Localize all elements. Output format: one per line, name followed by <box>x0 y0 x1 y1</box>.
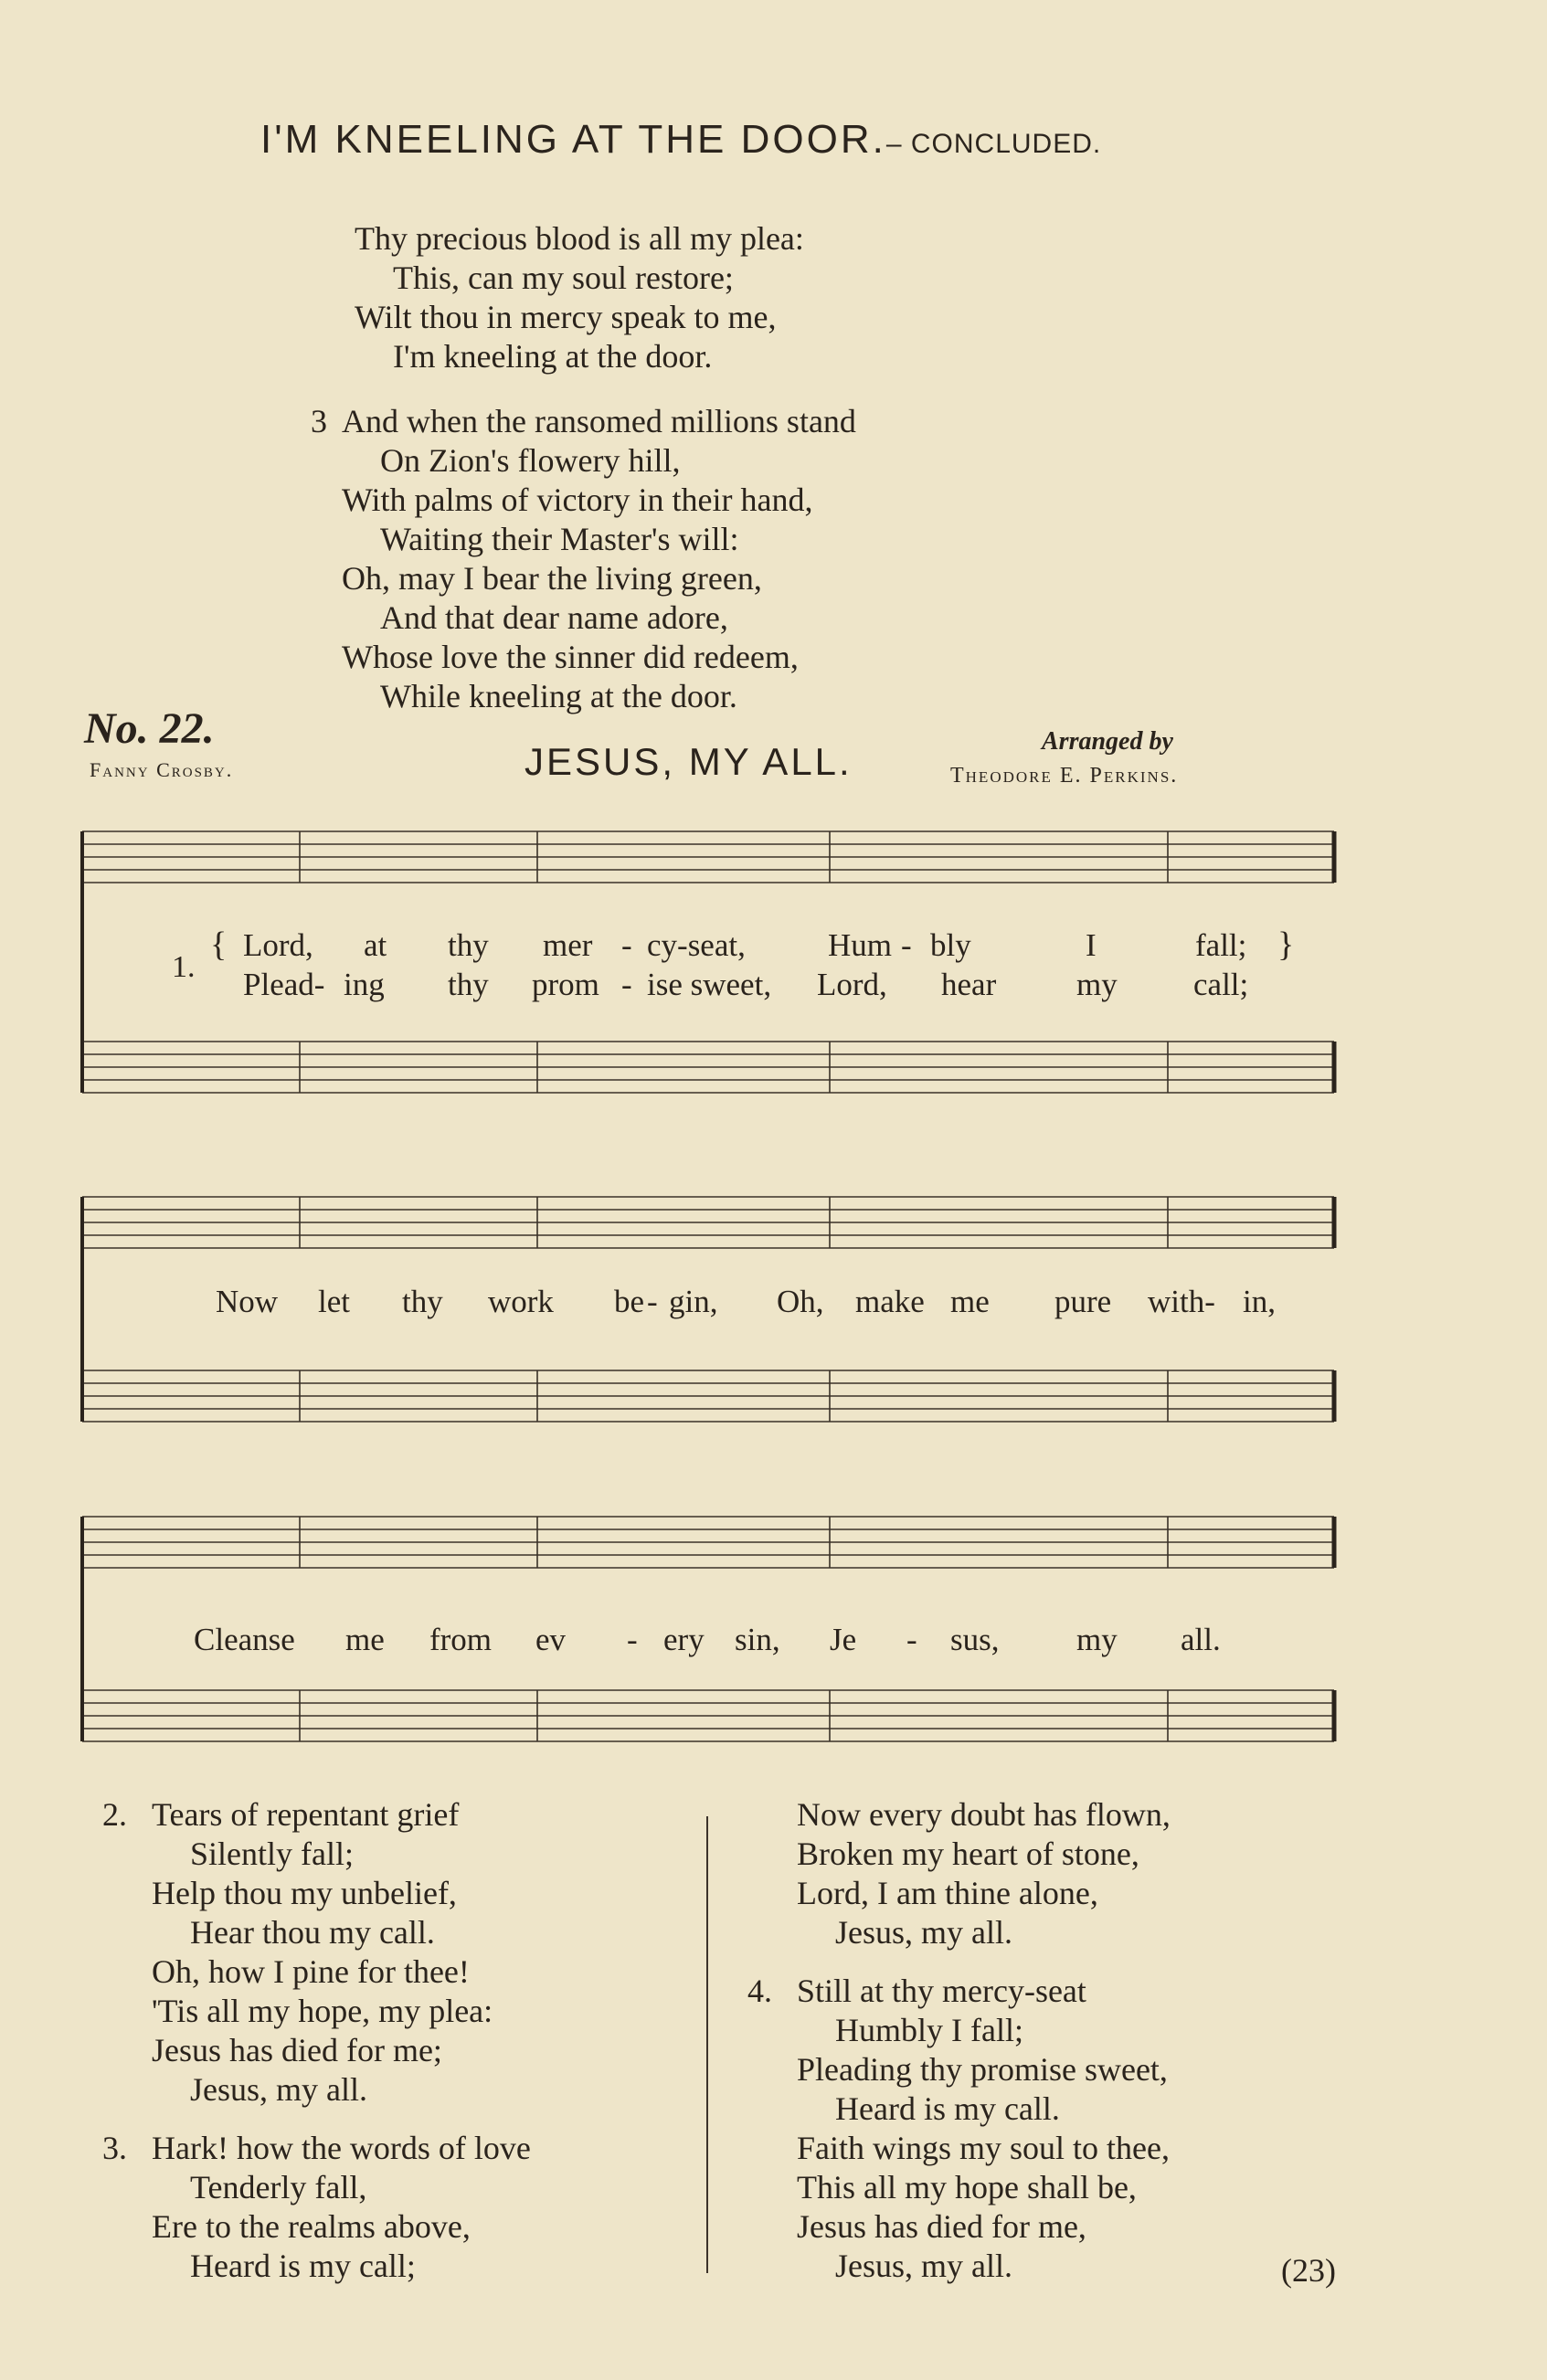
lyric-word: me <box>950 1284 990 1319</box>
verse-line: Jesus, my all. <box>835 1914 1012 1951</box>
lyric-word: Lord, <box>817 967 887 1002</box>
verse-line: Faith wings my soul to thee, <box>797 2130 1170 2166</box>
lyric-word: - <box>621 927 632 963</box>
header-title: I'M KNEELING AT THE DOOR. <box>260 117 886 162</box>
verse-line: This all my hope shall be, <box>797 2169 1137 2205</box>
verse-line: Lord, I am thine alone, <box>797 1875 1098 1911</box>
verse-line: While kneeling at the door. <box>380 678 737 714</box>
lyric-word: gin, <box>669 1284 718 1319</box>
column-divider <box>706 1816 708 2273</box>
lyric-word: Plead- <box>243 967 325 1002</box>
hymn-arranger: Theodore E. Perkins. <box>950 764 1179 788</box>
arranged-by-label: Arranged by <box>1042 727 1173 756</box>
lyric-word: - <box>906 1622 917 1657</box>
lyric-word: with- <box>1148 1284 1215 1319</box>
lyric-word: be <box>614 1284 645 1319</box>
verse-3-continued <box>797 1795 1171 1952</box>
lyric-word: sin, <box>735 1622 780 1657</box>
verse-line: Tenderly fall, <box>190 2169 367 2205</box>
verse-number: 3 <box>311 403 327 439</box>
verse-line: Now every doubt has flown, <box>797 1796 1171 1833</box>
lyric-word: my <box>1076 967 1118 1002</box>
verse-top <box>355 219 804 376</box>
lyric-word: Cleanse <box>194 1622 295 1657</box>
lyric-word: mer <box>543 927 593 963</box>
lyric-word: hear <box>941 967 997 1002</box>
verse-4 <box>747 1972 1170 2286</box>
verse-number: 3. <box>102 2130 127 2166</box>
lyric-word: prom <box>532 967 599 1002</box>
lyric-word: sus, <box>950 1622 1000 1657</box>
lyric-word: Oh, <box>777 1284 824 1319</box>
hymn-number: No. 22. <box>84 704 215 753</box>
music-system-3 <box>62 1498 1341 1772</box>
lyric-word: Now <box>216 1284 279 1319</box>
verse-number: 4. <box>747 1973 772 2009</box>
verse-line: Silently fall; <box>190 1835 354 1872</box>
brace-right: } <box>1277 926 1295 964</box>
verse-line: Jesus has died for me; <box>152 2032 442 2068</box>
lyric-word: Hum <box>828 927 892 963</box>
verse-line: Oh, how I pine for thee! <box>152 1953 470 1990</box>
verse-line: Help thou my unbelief, <box>152 1875 457 1911</box>
verse-line: And when the ransomed millions stand <box>342 403 856 439</box>
verse-line: Hear thou my call. <box>190 1914 435 1951</box>
verse-line: And that dear name adore, <box>380 599 728 636</box>
lyric-word: let <box>318 1284 350 1319</box>
lyric-word: I <box>1086 927 1097 963</box>
verse-number: 2. <box>102 1796 127 1833</box>
verse-line: Whose love the sinner did redeem, <box>342 639 799 675</box>
verse-line: Humbly I fall; <box>835 2012 1023 2048</box>
lyric-word: call; <box>1193 967 1249 1002</box>
verse-line: Heard is my call. <box>835 2090 1060 2127</box>
lyric-word: thy <box>448 927 489 963</box>
lyric-word: thy <box>448 967 489 1002</box>
verse-line: Tears of repentant grief <box>152 1796 460 1833</box>
verse-line: Heard is my call; <box>190 2248 416 2284</box>
music-system-1 <box>62 813 1341 1105</box>
verse-line: Jesus, my all. <box>835 2248 1012 2284</box>
lyric-word: ery <box>663 1622 705 1657</box>
verse-line: Waiting their Master's will: <box>380 521 739 557</box>
lyric-word: - <box>621 967 632 1002</box>
verse-line: Broken my heart of stone, <box>797 1835 1139 1872</box>
hymn-title: JESUS, MY ALL. <box>524 740 853 783</box>
lyric-word: work <box>488 1284 554 1319</box>
lyric-word: pure <box>1054 1284 1112 1319</box>
verse-line: With palms of victory in their hand, <box>342 481 813 518</box>
verse-line: Still at thy mercy-seat <box>797 1973 1086 2009</box>
verse-line: On Zion's flowery hill, <box>380 442 681 479</box>
verse-3-lower <box>102 2129 531 2286</box>
verse-2 <box>102 1795 493 2110</box>
lyric-word: from <box>429 1622 493 1657</box>
lyric-word: Je <box>830 1622 857 1657</box>
verse-line: Ere to the realms above, <box>152 2208 471 2245</box>
verse-line: Hark! how the words of love <box>152 2130 531 2166</box>
lyric-word: Lord, <box>243 927 313 963</box>
lyric-word: - <box>901 927 912 963</box>
verse-line: 'Tis all my hope, my plea: <box>152 1993 493 2029</box>
hymn-author: Fanny Crosby. <box>90 758 234 781</box>
verse-line: I'm kneeling at the door. <box>393 338 713 375</box>
music-system-2 <box>62 1179 1341 1453</box>
verse-line: Oh, may I bear the living green, <box>342 560 762 597</box>
verse-line: Thy precious blood is all my plea: <box>355 220 804 257</box>
page-header <box>260 117 1101 163</box>
lyric-word: ise sweet, <box>647 967 772 1002</box>
verse-line: Wilt thou in mercy speak to me, <box>355 299 777 335</box>
lyric-word: bly <box>930 927 971 963</box>
lyric-word: all. <box>1181 1622 1221 1657</box>
lyric-word: my <box>1076 1622 1118 1657</box>
verse-line: Jesus has died for me, <box>797 2208 1086 2245</box>
lyric-word: cy-seat, <box>647 927 746 963</box>
lyric-word: ing <box>344 967 385 1002</box>
stanza-number: 1. <box>172 950 196 984</box>
verse-line: Jesus, my all. <box>190 2071 367 2108</box>
header-suffix: – CONCLUDED. <box>885 129 1102 159</box>
lyric-word: - <box>627 1622 638 1657</box>
lyric-word: in, <box>1243 1284 1276 1319</box>
brace-left: { <box>210 926 228 964</box>
verse-line: This, can my soul restore; <box>393 259 734 296</box>
page-number: (23) <box>1281 2252 1336 2289</box>
lyric-word: fall; <box>1195 927 1247 963</box>
verse-line: Pleading thy promise sweet, <box>797 2051 1168 2088</box>
lyric-word: at <box>364 927 387 963</box>
lyric-word: make <box>855 1284 925 1319</box>
verse-3 <box>311 402 856 716</box>
lyric-word: me <box>345 1622 385 1657</box>
lyric-word: thy <box>402 1284 443 1319</box>
lyric-word: ev <box>535 1622 567 1657</box>
lyric-word: - <box>647 1284 658 1319</box>
